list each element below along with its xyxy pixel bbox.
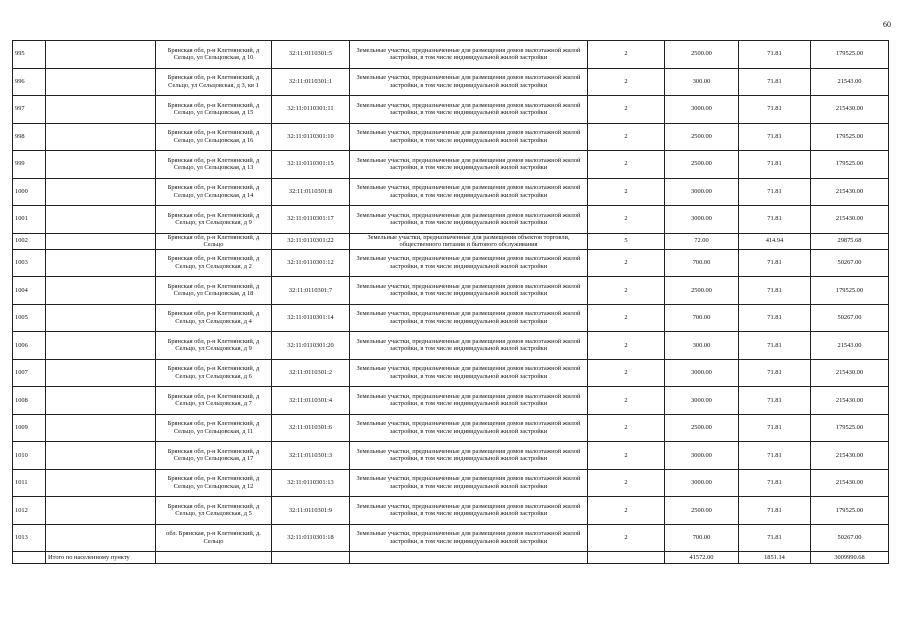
- empty-cell: [46, 359, 156, 387]
- cadastral-value-cell: 50267.00: [811, 249, 889, 277]
- address-cell: Брянская обл, р-н Клетнянский, д Сельцо, ул Сельцовская, д 4: [156, 304, 272, 332]
- empty-cell: [46, 469, 156, 497]
- cadastral-number-cell: 32:11:0110301:5: [272, 41, 350, 69]
- empty-cell: [46, 151, 156, 179]
- area-cell: 3000.00: [665, 387, 739, 415]
- table-row: [13, 277, 889, 305]
- row-number: 1004: [13, 277, 46, 305]
- land-use-cell: Земельные участки, предназначенные для размещения домов малоэтажной жилой застройки, в том числе индивидуальной жилой застройки: [350, 469, 588, 497]
- area-cell: 700.00: [665, 249, 739, 277]
- total-area: 41572.00: [665, 552, 739, 564]
- cadastral-number-cell: 32:11:0110301:3: [272, 442, 350, 470]
- row-number: 996: [13, 68, 46, 96]
- rate-cell: 414.94: [739, 233, 811, 249]
- group-cell: 5: [588, 233, 665, 249]
- land-use-cell: Земельные участки, предназначенные для размещения домов малоэтажной жилой застройки, в том числе индивидуальной жилой застройки: [350, 178, 588, 206]
- cadastral-number-cell: 32:11:0110301:11: [272, 96, 350, 124]
- cadastral-number-cell: 32:11:0110301:15: [272, 151, 350, 179]
- table-row: [13, 249, 889, 277]
- address-cell: Брянская обл, р-н Клетнянский, д Сельцо, ул Сельцовская, д 18: [156, 277, 272, 305]
- land-use-cell: Земельные участки, предназначенные для размещения домов малоэтажной жилой застройки, в том числе индивидуальной жилой застройки: [350, 41, 588, 69]
- row-number: 1013: [13, 524, 46, 552]
- empty-cell: [46, 304, 156, 332]
- area-cell: 2500.00: [665, 414, 739, 442]
- empty-cell: [46, 68, 156, 96]
- rate-cell: 71.81: [739, 277, 811, 305]
- row-number: 1007: [13, 359, 46, 387]
- land-use-cell: Земельные участки, предназначенные для размещения объектов торговли, общественного питания и бытового обслуживания: [350, 233, 588, 249]
- address-cell: Брянская обл, р-н Клетнянский, д Сельцо, ул Сельцовская, д 11: [156, 414, 272, 442]
- cadastral-number-cell: 32:11:0110301:10: [272, 123, 350, 151]
- empty-cell: [46, 123, 156, 151]
- address-cell: Брянская обл, р-н Клетнянский, д Сельцо, ул Сельцовская, д 2: [156, 249, 272, 277]
- empty-cell: [46, 387, 156, 415]
- row-number: 1010: [13, 442, 46, 470]
- cadastral-value-cell: 179525.00: [811, 497, 889, 525]
- total-label: Итого по населенному пункту: [46, 552, 156, 564]
- empty-cell: [46, 178, 156, 206]
- total-empty-cell: [588, 552, 665, 564]
- row-number: 1000: [13, 178, 46, 206]
- rate-cell: 71.81: [739, 123, 811, 151]
- total-empty-cell: [272, 552, 350, 564]
- land-use-cell: Земельные участки, предназначенные для размещения домов малоэтажной жилой застройки, в том числе индивидуальной жилой застройки: [350, 359, 588, 387]
- group-cell: 2: [588, 442, 665, 470]
- rate-cell: 71.81: [739, 359, 811, 387]
- cadastral-number-cell: 32:11:0110301:6: [272, 414, 350, 442]
- area-cell: 3000.00: [665, 359, 739, 387]
- total-empty-cell: [13, 552, 46, 564]
- cadastral-number-cell: 32:11:0110301:13: [272, 469, 350, 497]
- empty-cell: [46, 249, 156, 277]
- group-cell: 2: [588, 304, 665, 332]
- cadastral-number-cell: 32:11:0110301:1: [272, 68, 350, 96]
- area-cell: 700.00: [665, 524, 739, 552]
- row-number: 998: [13, 123, 46, 151]
- row-number: 1012: [13, 497, 46, 525]
- cadastral-number-cell: 32:11:0110301:12: [272, 249, 350, 277]
- area-cell: 72.00: [665, 233, 739, 249]
- rate-cell: 71.81: [739, 387, 811, 415]
- table-row: [13, 497, 889, 525]
- total-value: 3009990.68: [811, 552, 889, 564]
- empty-cell: [46, 442, 156, 470]
- total-row: [13, 552, 889, 564]
- area-cell: 2500.00: [665, 151, 739, 179]
- cadastral-number-cell: 32:11:0110301:18: [272, 524, 350, 552]
- empty-cell: [46, 96, 156, 124]
- cadastral-number-cell: 32:11:0110301:4: [272, 387, 350, 415]
- page-number: 60: [883, 20, 891, 29]
- group-cell: 2: [588, 414, 665, 442]
- table-row: [13, 178, 889, 206]
- row-number: 1009: [13, 414, 46, 442]
- area-cell: 2500.00: [665, 41, 739, 69]
- area-cell: 3000.00: [665, 178, 739, 206]
- land-use-cell: Земельные участки, предназначенные для размещения домов малоэтажной жилой застройки, в том числе индивидуальной жилой застройки: [350, 304, 588, 332]
- address-cell: Брянская обл, р-н Клетнянский, д Сельцо, ул Сельцовская, д 10: [156, 41, 272, 69]
- address-cell: Брянская обл, р-н Клетнянский, д Сельцо, ул Сельцовская, д 3, кв 1: [156, 68, 272, 96]
- rate-cell: 71.81: [739, 469, 811, 497]
- cadastral-value-cell: 215430.00: [811, 387, 889, 415]
- row-number: 1001: [13, 206, 46, 234]
- empty-cell: [46, 332, 156, 360]
- land-use-cell: Земельные участки, предназначенные для размещения домов малоэтажной жилой застройки, в том числе индивидуальной жилой застройки: [350, 249, 588, 277]
- address-cell: обл. Брянская, р-н Клетнянский, д. Сельцо: [156, 524, 272, 552]
- group-cell: 2: [588, 178, 665, 206]
- address-cell: Брянская обл, р-н Клетнянский, д Сельцо, ул Сельцовская, д 17: [156, 442, 272, 470]
- address-cell: Брянская обл, р-н Клетнянский, д Сельцо, ул Сельцовская, д 6: [156, 359, 272, 387]
- rate-cell: 71.81: [739, 414, 811, 442]
- cadastral-value-cell: 179525.00: [811, 414, 889, 442]
- table-row: [13, 96, 889, 124]
- area-cell: 700.00: [665, 304, 739, 332]
- area-cell: 2500.00: [665, 123, 739, 151]
- cadastral-value-cell: 215430.00: [811, 178, 889, 206]
- cadastral-number-cell: 32:11:0110301:8: [272, 178, 350, 206]
- row-number: 997: [13, 96, 46, 124]
- table-row: [13, 151, 889, 179]
- land-use-cell: Земельные участки, предназначенные для размещения домов малоэтажной жилой застройки, в том числе индивидуальной жилой застройки: [350, 123, 588, 151]
- cadastral-value-cell: 50267.00: [811, 524, 889, 552]
- empty-cell: [46, 497, 156, 525]
- cadastral-value-cell: 179525.00: [811, 123, 889, 151]
- cadastral-value-cell: 215430.00: [811, 442, 889, 470]
- row-number: 1003: [13, 249, 46, 277]
- group-cell: 2: [588, 96, 665, 124]
- cadastral-value-cell: 215430.00: [811, 359, 889, 387]
- table-row: [13, 359, 889, 387]
- cadastral-number-cell: 32:11:0110301:22: [272, 233, 350, 249]
- group-cell: 2: [588, 151, 665, 179]
- cadastral-value-cell: 21543.00: [811, 332, 889, 360]
- land-use-cell: Земельные участки, предназначенные для размещения домов малоэтажной жилой застройки, в том числе индивидуальной жилой застройки: [350, 277, 588, 305]
- table-row: [13, 387, 889, 415]
- cadastral-value-cell: 179525.00: [811, 151, 889, 179]
- total-empty-cell: [350, 552, 588, 564]
- table-row: [13, 41, 889, 69]
- cadastral-value-cell: 215430.00: [811, 469, 889, 497]
- table-row: [13, 304, 889, 332]
- cadastral-value-cell: 50267.00: [811, 304, 889, 332]
- table-row: [13, 332, 889, 360]
- cadastral-number-cell: 32:11:0110301:9: [272, 497, 350, 525]
- area-cell: 3000.00: [665, 442, 739, 470]
- group-cell: 2: [588, 41, 665, 69]
- cadastral-value-cell: 215430.00: [811, 96, 889, 124]
- address-cell: Брянская обл, р-н Клетнянский, д Сельцо, ул Сельцовская, д 14: [156, 178, 272, 206]
- cadastral-value-cell: 215430.00: [811, 206, 889, 234]
- table-row: [13, 469, 889, 497]
- address-cell: Брянская обл, р-н Клетнянский, д Сельцо, ул Сельцовская, д 5: [156, 497, 272, 525]
- cadastral-number-cell: 32:11:0110301:17: [272, 206, 350, 234]
- empty-cell: [46, 233, 156, 249]
- row-number: 1005: [13, 304, 46, 332]
- table-body: [13, 41, 889, 552]
- rate-cell: 71.81: [739, 442, 811, 470]
- land-use-cell: Земельные участки, предназначенные для размещения домов малоэтажной жилой застройки, в том числе индивидуальной жилой застройки: [350, 387, 588, 415]
- group-cell: 2: [588, 68, 665, 96]
- rate-cell: 71.81: [739, 304, 811, 332]
- area-cell: 2500.00: [665, 277, 739, 305]
- address-cell: Брянская обл, р-н Клетнянский, д Сельцо, ул Сельцовская, д 9: [156, 206, 272, 234]
- address-cell: Брянская обл, р-н Клетнянский, д Сельцо, ул Сельцовская, д 9: [156, 332, 272, 360]
- area-cell: 300.00: [665, 332, 739, 360]
- total-rate: 1851.14: [739, 552, 811, 564]
- table-row: [13, 414, 889, 442]
- area-cell: 3000.00: [665, 469, 739, 497]
- land-use-cell: Земельные участки, предназначенные для размещения домов малоэтажной жилой застройки, в том числе индивидуальной жилой застройки: [350, 68, 588, 96]
- empty-cell: [46, 206, 156, 234]
- group-cell: 2: [588, 497, 665, 525]
- empty-cell: [46, 277, 156, 305]
- land-use-cell: Земельные участки, предназначенные для размещения домов малоэтажной жилой застройки, в том числе индивидуальной жилой застройки: [350, 414, 588, 442]
- rate-cell: 71.81: [739, 332, 811, 360]
- row-number: 999: [13, 151, 46, 179]
- table-row: [13, 68, 889, 96]
- group-cell: 2: [588, 206, 665, 234]
- group-cell: 2: [588, 387, 665, 415]
- group-cell: 2: [588, 469, 665, 497]
- group-cell: 2: [588, 249, 665, 277]
- cadastral-value-cell: 21543.00: [811, 68, 889, 96]
- area-cell: 300.00: [665, 68, 739, 96]
- table-row: [13, 524, 889, 552]
- area-cell: 2500.00: [665, 497, 739, 525]
- group-cell: 2: [588, 524, 665, 552]
- group-cell: 2: [588, 359, 665, 387]
- land-use-cell: Земельные участки, предназначенные для размещения домов малоэтажной жилой застройки, в том числе индивидуальной жилой застройки: [350, 206, 588, 234]
- rate-cell: 71.81: [739, 524, 811, 552]
- address-cell: Брянская обл, р-н Клетнянский, д Сельцо, ул Сельцовская, д 16: [156, 123, 272, 151]
- rate-cell: 71.81: [739, 151, 811, 179]
- cadastral-number-cell: 32:11:0110301:7: [272, 277, 350, 305]
- land-use-cell: Земельные участки, предназначенные для размещения домов малоэтажной жилой застройки, в том числе индивидуальной жилой застройки: [350, 96, 588, 124]
- row-number: 1008: [13, 387, 46, 415]
- rate-cell: 71.81: [739, 68, 811, 96]
- rate-cell: 71.81: [739, 206, 811, 234]
- group-cell: 2: [588, 123, 665, 151]
- group-cell: 2: [588, 332, 665, 360]
- table-row: [13, 442, 889, 470]
- land-use-cell: Земельные участки, предназначенные для размещения домов малоэтажной жилой застройки, в том числе индивидуальной жилой застройки: [350, 332, 588, 360]
- rate-cell: 71.81: [739, 497, 811, 525]
- address-cell: Брянская обл, р-н Клетнянский, д Сельцо, ул Сельцовская, д 12: [156, 469, 272, 497]
- table-row: [13, 233, 889, 249]
- cadastral-number-cell: 32:11:0110301:14: [272, 304, 350, 332]
- rate-cell: 71.81: [739, 178, 811, 206]
- land-use-cell: Земельные участки, предназначенные для размещения домов малоэтажной жилой застройки, в том числе индивидуальной жилой застройки: [350, 497, 588, 525]
- cadastral-value-cell: 29875.68: [811, 233, 889, 249]
- row-number: 995: [13, 41, 46, 69]
- group-cell: 2: [588, 277, 665, 305]
- rate-cell: 71.81: [739, 41, 811, 69]
- land-registry-table: [12, 40, 889, 564]
- row-number: 1011: [13, 469, 46, 497]
- table-row: [13, 123, 889, 151]
- land-use-cell: Земельные участки, предназначенные для размещения домов малоэтажной жилой застройки, в том числе индивидуальной жилой застройки: [350, 524, 588, 552]
- area-cell: 3000.00: [665, 96, 739, 124]
- cadastral-number-cell: 32:11:0110301:20: [272, 332, 350, 360]
- empty-cell: [46, 414, 156, 442]
- table-row: [13, 206, 889, 234]
- land-use-cell: Земельные участки, предназначенные для размещения домов малоэтажной жилой застройки, в том числе индивидуальной жилой застройки: [350, 442, 588, 470]
- address-cell: Брянская обл, р-н Клетнянский, д Сельцо: [156, 233, 272, 249]
- rate-cell: 71.81: [739, 249, 811, 277]
- total-empty-cell: [156, 552, 272, 564]
- address-cell: Брянская обл, р-н Клетнянский, д Сельцо, ул Сельцовская, д 13: [156, 151, 272, 179]
- land-use-cell: Земельные участки, предназначенные для размещения домов малоэтажной жилой застройки, в том числе индивидуальной жилой застройки: [350, 151, 588, 179]
- address-cell: Брянская обл, р-н Клетнянский, д Сельцо, ул Сельцовская, д 7: [156, 387, 272, 415]
- row-number: 1002: [13, 233, 46, 249]
- empty-cell: [46, 524, 156, 552]
- cadastral-number-cell: 32:11:0110301:2: [272, 359, 350, 387]
- cadastral-value-cell: 179525.00: [811, 41, 889, 69]
- area-cell: 3000.00: [665, 206, 739, 234]
- row-number: 1006: [13, 332, 46, 360]
- address-cell: Брянская обл, р-н Клетнянский, д Сельцо, ул Сельцовская, д 15: [156, 96, 272, 124]
- empty-cell: [46, 41, 156, 69]
- rate-cell: 71.81: [739, 96, 811, 124]
- cadastral-value-cell: 179525.00: [811, 277, 889, 305]
